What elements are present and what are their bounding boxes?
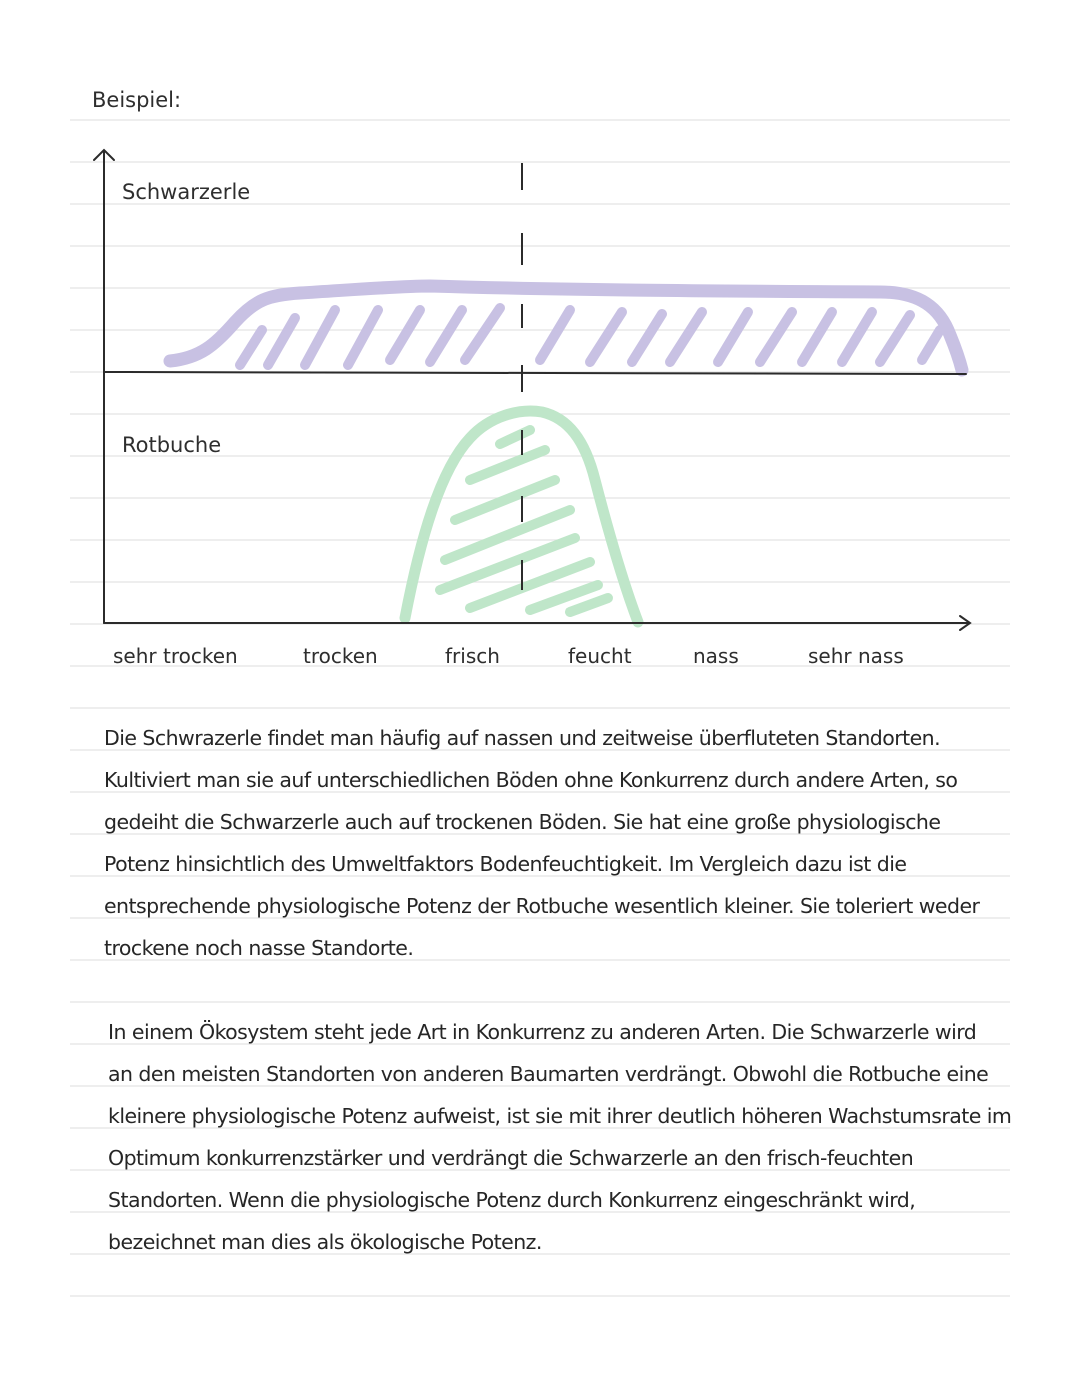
- x-tick-label: sehr nass: [808, 644, 904, 668]
- text-line: kleinere physiologische Potenz aufweist, ist sie mit ihrer deutlich höheren Wachstumsrate im: [108, 1104, 1012, 1128]
- x-tick-label: feucht: [568, 644, 632, 668]
- text-line: an den meisten Standorten von anderen Baumarten verdrängt. Obwohl die Rotbuche eine: [108, 1062, 989, 1086]
- x-tick-label: nass: [693, 644, 739, 668]
- label-rotbuche: Rotbuche: [122, 433, 222, 457]
- x-tick-label: frisch: [445, 644, 500, 668]
- x-tick-label: trocken: [303, 644, 378, 668]
- text-line: Optimum konkurrenzstärker und verdrängt die Schwarzerle an den frisch-feuchten: [108, 1146, 914, 1170]
- text-line: entsprechende physiologische Potenz der Rotbuche wesentlich kleiner. Sie toleriert weder: [104, 894, 980, 918]
- series-schwarzerle: [170, 286, 962, 370]
- text-line: Die Schwrazerle findet man häufig auf nassen und zeitweise überfluteten Standorten.: [104, 726, 941, 750]
- label-schwarzerle: Schwarzerle: [122, 180, 251, 204]
- page-heading: Beispiel:: [92, 88, 182, 112]
- text-line: In einem Ökosystem steht jede Art in Konkurrenz zu anderen Arten. Die Schwarzerle wird: [108, 1020, 977, 1044]
- x-tick-label: sehr trocken: [113, 644, 238, 668]
- text-line: gedeiht die Schwarzerle auch auf trockenen Böden. Sie hat eine große physiologische: [104, 810, 941, 834]
- text-line: bezeichnet man dies als ökologische Potenz.: [108, 1230, 542, 1254]
- text-line: Standorten. Wenn die physiologische Potenz durch Konkurrenz eingeschränkt wird,: [108, 1188, 916, 1212]
- text-line: trockene noch nasse Standorte.: [104, 936, 414, 960]
- text-line: Kultiviert man sie auf unterschiedlichen Böden ohne Konkurrenz durch andere Arten, so: [104, 768, 958, 792]
- text-line: Potenz hinsichtlich des Umweltfaktors Bodenfeuchtigkeit. Im Vergleich dazu ist die: [104, 852, 907, 876]
- schwarzerle-baseline: [104, 372, 966, 374]
- schwarzerle-hatching: [240, 308, 940, 365]
